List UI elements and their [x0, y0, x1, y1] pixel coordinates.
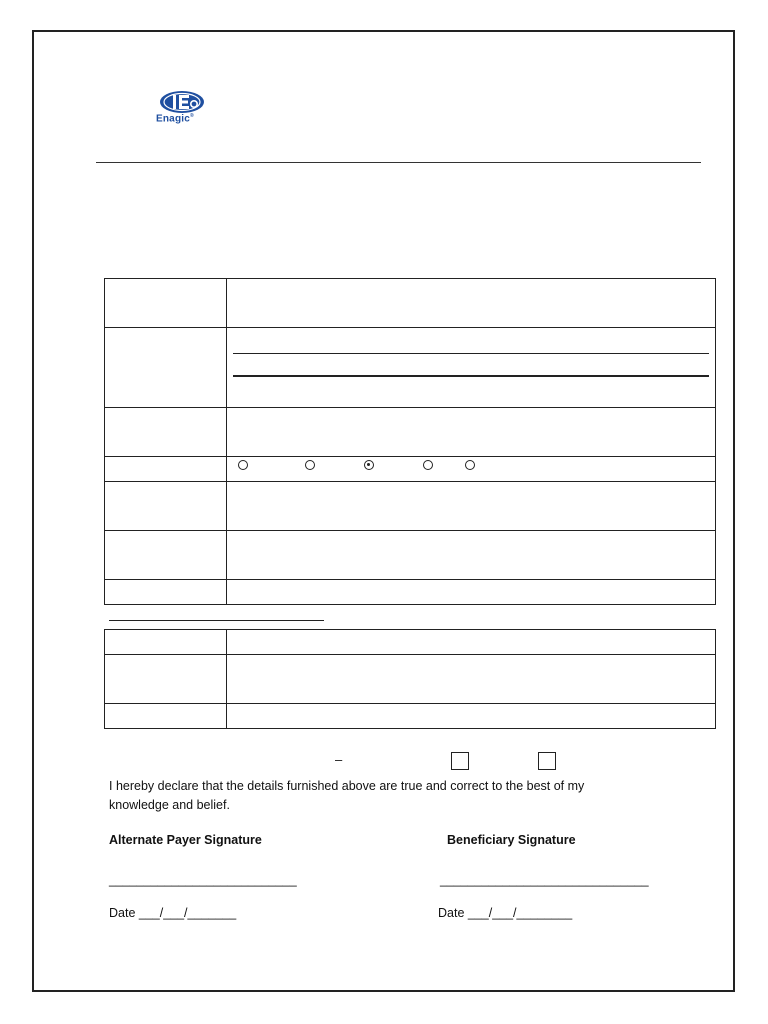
option-checkbox-1[interactable] — [451, 752, 469, 770]
fill-line — [233, 375, 709, 377]
table-row — [105, 655, 716, 704]
beneficiary-signature-line[interactable]: ______________________________ — [440, 873, 649, 887]
value-cell[interactable] — [227, 630, 716, 655]
beneficiary-date-field[interactable]: Date ___/___/________ — [438, 906, 573, 920]
alternate-payer-signature-line[interactable]: ___________________________ — [109, 873, 297, 887]
fill-line — [233, 353, 709, 354]
table-row — [105, 482, 716, 531]
radio-group-cell — [227, 457, 716, 482]
address-value-cell[interactable] — [227, 328, 716, 408]
table-row — [105, 328, 716, 408]
value-cell[interactable] — [227, 279, 716, 328]
header-divider — [96, 162, 701, 163]
value-cell[interactable] — [227, 704, 716, 729]
label-cell — [105, 328, 227, 408]
table-row — [105, 279, 716, 328]
label-cell — [105, 482, 227, 531]
label-cell — [105, 655, 227, 704]
label-cell — [105, 279, 227, 328]
table-row — [105, 531, 716, 580]
alternate-payer-date-field[interactable]: Date ___/___/_______ — [109, 906, 237, 920]
label-cell — [105, 704, 227, 729]
label-cell — [105, 408, 227, 457]
radio-option-3[interactable] — [364, 460, 374, 470]
radio-option-1[interactable] — [238, 460, 248, 470]
table-row — [105, 630, 716, 655]
value-cell[interactable] — [227, 408, 716, 457]
table-row — [105, 580, 716, 605]
value-cell[interactable] — [227, 655, 716, 704]
alternate-payer-signature-label: Alternate Payer Signature — [109, 833, 262, 847]
table-row — [105, 704, 716, 729]
table-row — [105, 457, 716, 482]
section-heading-underline — [109, 620, 324, 621]
label-cell — [105, 531, 227, 580]
separator-dash: – — [335, 752, 343, 767]
applicant-details-table — [104, 278, 716, 605]
radio-option-2[interactable] — [305, 460, 315, 470]
declaration-text: I hereby declare that the details furnished above are true and correct to the best of my knowledge and belief. — [109, 779, 585, 812]
radio-option-5[interactable] — [465, 460, 475, 470]
logo-brand-text: Enagic® — [156, 113, 194, 125]
option-checkbox-2[interactable] — [538, 752, 556, 770]
bank-details-table — [104, 629, 716, 729]
value-cell[interactable] — [227, 482, 716, 531]
table-row — [105, 408, 716, 457]
value-cell[interactable] — [227, 580, 716, 605]
label-cell — [105, 580, 227, 605]
radio-option-4[interactable] — [423, 460, 433, 470]
beneficiary-signature-label: Beneficiary Signature — [447, 833, 576, 847]
label-cell — [105, 457, 227, 482]
label-cell — [105, 630, 227, 655]
value-cell[interactable] — [227, 531, 716, 580]
